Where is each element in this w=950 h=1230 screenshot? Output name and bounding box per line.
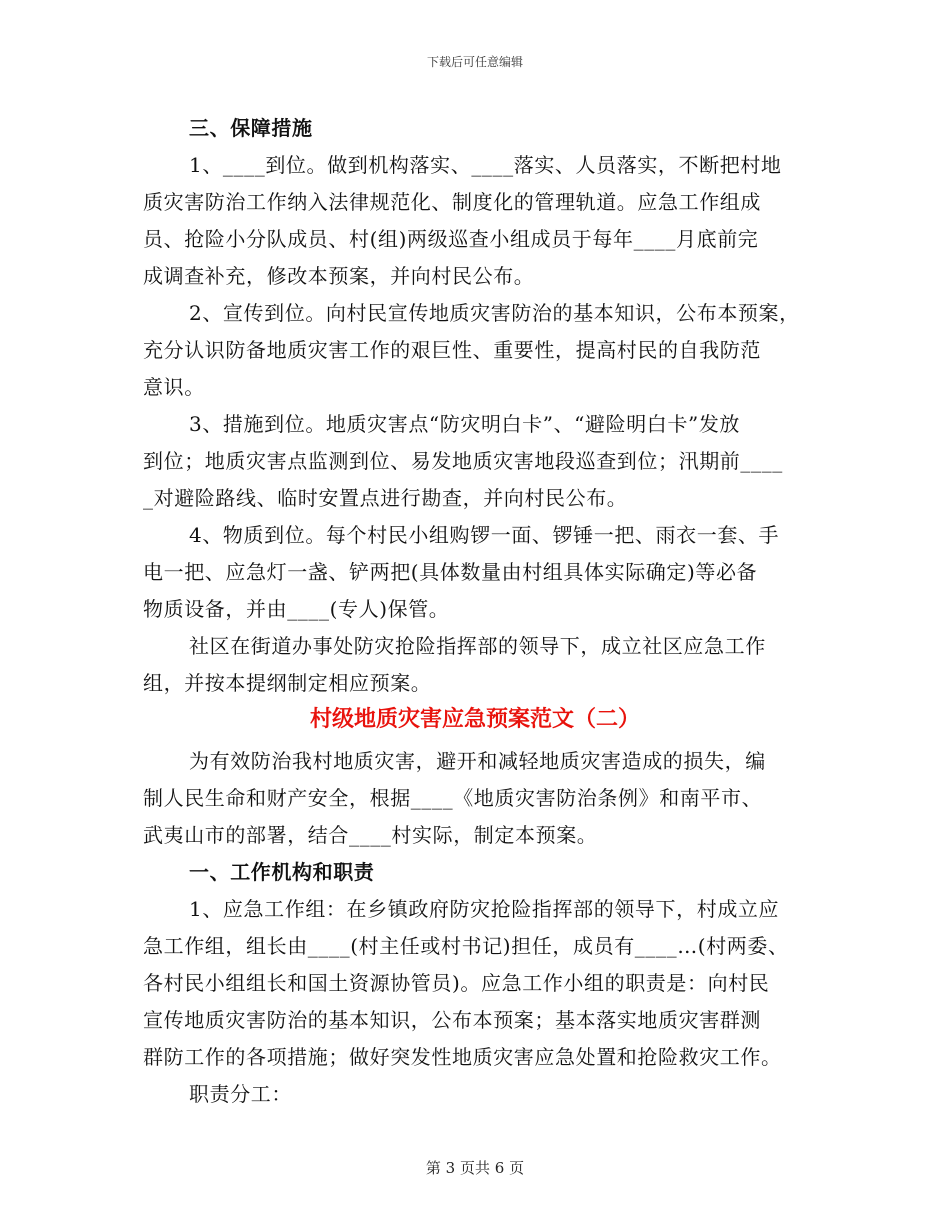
page-header-note: 下载后可任意编辑 xyxy=(426,55,523,69)
paragraph-line: 物质设备，并由____(专人)保管。 xyxy=(143,597,450,621)
document-title: 村级地质灾害应急预案范文（二） xyxy=(309,707,640,732)
paragraph-line: 职责分工： xyxy=(189,1082,292,1106)
paragraph-line: 1、应急工作组：在乡镇政府防灾抢险指挥部的领导下，村成立应 xyxy=(189,897,780,921)
page-number: 第 3 页共 6 页 xyxy=(425,1159,525,1177)
paragraph-line: 充分认识防备地质灾害工作的艰巨性、重要性，提高村民的自我防范 xyxy=(143,338,761,362)
paragraph-line: 1、____到位。做到机构落实、____落实、人员落实，不断把村地 xyxy=(189,153,782,177)
section-heading-organization: 一、工作机构和职责 xyxy=(189,860,375,884)
paragraph-line: 社区在街道办事处防灾抢险指挥部的领导下，成立社区应急工作 xyxy=(189,634,766,658)
paragraph-line: 2、宣传到位。向村民宣传地质灾害防治的基本知识，公布本预案， xyxy=(189,301,800,325)
paragraph-line: 群防工作的各项措施；做好突发性地质灾害应急处置和抢险救灾工作。 xyxy=(143,1045,782,1069)
section-heading-safeguards: 三、保障措施 xyxy=(189,116,313,140)
paragraph-line: 4、物质到位。每个村民小组购锣一面、锣锤一把、雨衣一套、手 xyxy=(189,523,780,547)
paragraph-line: 成调查补充，修改本预案，并向村民公布。 xyxy=(143,264,535,288)
paragraph-line: 制人民生命和财产安全，根据____《地质灾害防治条例》和南平市、 xyxy=(143,786,763,810)
paragraph-line: 意识。 xyxy=(143,375,205,399)
paragraph-line: 员、抢险小分队成员、村(组)两级巡查小组成员于每年____月底前完 xyxy=(143,227,759,251)
paragraph-line: 急工作组，组长由____(村主任或村书记)担任，成员有____…(村两委、 xyxy=(143,934,789,958)
paragraph-line: _对避险路线、临时安置点进行勘查，并向村民公布。 xyxy=(143,486,628,510)
paragraph-line: 组，并按本提纲制定相应预案。 xyxy=(143,671,432,695)
paragraph-line: 3、措施到位。地质灾害点“防灾明白卡”、“避险明白卡”发放 xyxy=(189,412,741,436)
paragraph-line: 武夷山市的部署，结合____村实际，制定本预案。 xyxy=(143,823,598,847)
paragraph-line: 为有效防治我村地质灾害，避开和减轻地质灾害造成的损失，编 xyxy=(189,749,766,773)
paragraph-line: 质灾害防治工作纳入法律规范化、制度化的管理轨道。应急工作组成 xyxy=(143,190,761,214)
paragraph-line: 电一把、应急灯一盏、铲两把(具体数量由村组具体实际确定)等必备 xyxy=(143,560,758,584)
paragraph-line: 宣传地质灾害防治的基本知识，公布本预案；基本落实地质灾害群测 xyxy=(143,1008,761,1032)
paragraph-line: 各村民小组组长和国土资源协管员)。应急工作小组的职责是：向村民 xyxy=(143,971,770,995)
paragraph-line: 到位；地质灾害点监测到位、易发地质灾害地段巡查到位；汛期前____ xyxy=(143,449,783,473)
